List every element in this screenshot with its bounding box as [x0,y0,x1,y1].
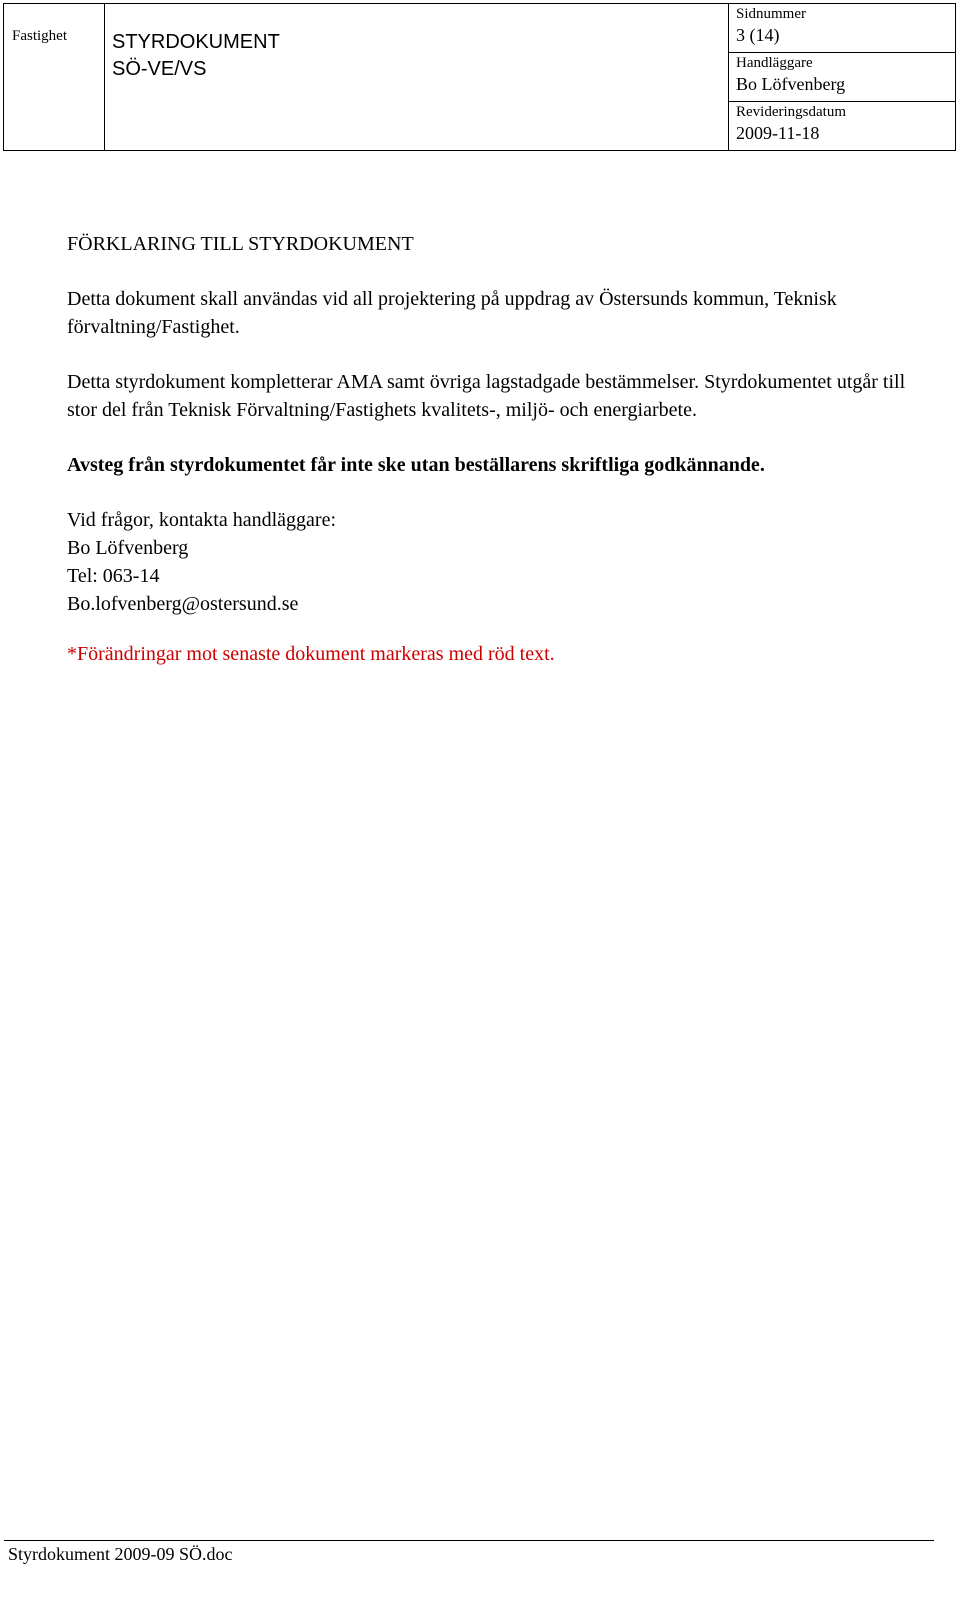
meta-cell [729,4,956,151]
contact-intro: Vid frågor, kontakta handläggare: [67,509,337,531]
handler-block [729,53,955,102]
intro-paragraph: Detta dokument skall användas vid all projektering på uppdrag av Östersunds kommun, Teknisk förvaltning/Fastighet. [67,288,837,338]
document-header [3,3,956,151]
contact-name: Bo Löfvenberg [67,537,189,559]
handler-label: Handläggare [736,55,813,71]
contact-phone: Tel: 063-14 [67,565,160,587]
revision-value: 2009-11-18 [736,123,820,143]
revision-label: Revideringsdatum [736,104,846,120]
change-notice: *Förändringar mot senaste dokument markeras med röd text. [67,643,555,665]
page-number-label: Sidnummer [736,6,806,22]
org-name: Fastighet [12,28,67,44]
handler-value: Bo Löfvenberg [736,74,846,94]
doc-title-cell [105,4,729,151]
page-number-block [729,4,955,53]
page-number-value: 3 (14) [736,25,780,45]
revision-block [729,102,955,150]
deviation-notice: Avsteg från styrdokumentet får inte ske utan beställarens skriftliga godkännande. [67,454,765,476]
doc-title: STYRDOKUMENT [112,31,280,53]
org-cell [4,4,105,151]
doc-subtitle: SÖ-VE/VS [112,58,207,80]
contact-email[interactable]: Bo.lofvenberg@ostersund.se [67,593,299,615]
footer-divider [4,1540,934,1541]
scope-paragraph: Detta styrdokument kompletterar AMA samt övriga lagstadgade bestämmelser. Styrdokumentet utgår till stor del från Teknisk Förvaltning/Fastighets kvalitets-, miljö- och energiarbete. [67,371,906,421]
document-body [67,230,937,668]
footer-filename: Styrdokument 2009-09 SÖ.doc [8,1544,233,1564]
section-heading: FÖRKLARING TILL STYRDOKUMENT [67,233,414,255]
